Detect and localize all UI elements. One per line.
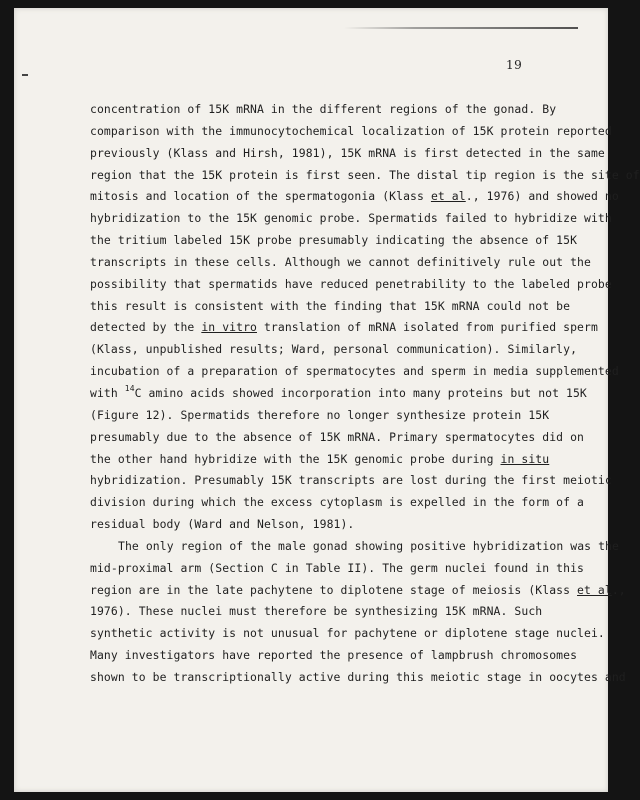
underlined-term: in situ <box>500 451 550 466</box>
text-line: hybridization to the 15K genomic probe. Spermatids failed to hybridize with <box>90 211 612 226</box>
text-line: region are in the late pachytene to diplotene stage of meiosis (Klass et al., <box>90 582 626 597</box>
text-line: detected by the in vitro translation of mRNA isolated from purified sperm <box>90 320 598 335</box>
text-line: (Figure 12). Spermatids therefore no longer synthesize protein 15K <box>90 407 550 422</box>
text-line: region that the 15K protein is first seen. The distal tip region is the site of <box>90 167 640 182</box>
margin-mark <box>22 74 28 76</box>
scan-smudge <box>344 27 578 29</box>
document-page <box>14 8 640 792</box>
text-line: The only region of the male gonad showing positive hybridization was the <box>118 538 619 553</box>
text-line: previously (Klass and Hirsh, 1981), 15K mRNA is first detected in the same <box>90 145 605 160</box>
text-line: the tritium labeled 15K probe presumably indicating the absence of 15K <box>90 233 578 248</box>
text-line: hybridization. Presumably 15K transcripts are lost during the first meiotic <box>90 473 612 488</box>
text-line: concentration of 15K mRNA in the different regions of the gonad. By <box>90 102 557 116</box>
text-line: with $^{14}$C amino acids showed incorporation into many proteins but not 15K <box>90 383 587 400</box>
text-line: comparison with the immunocytochemical localization of 15K protein reported <box>90 123 612 138</box>
text-line: mid-proximal arm (Section C in Table II). The germ nuclei found in this <box>90 560 584 575</box>
underlined-term: et al <box>577 582 612 597</box>
text-line: mitosis and location of the spermatogonia (Klass et al., 1976) and showed no <box>90 189 619 204</box>
page-number: 19 <box>506 58 523 72</box>
superscript: 14 <box>124 383 135 393</box>
text-line: division during which the excess cytoplasm is expelled in the form of a <box>90 495 584 510</box>
text-line: shown to be transcriptionally active during this meiotic stage in oocytes and <box>90 669 626 684</box>
text-line: incubation of a preparation of spermatocytes and sperm in media supplemented <box>90 364 619 379</box>
text-line: this result is consistent with the finding that 15K mRNA could not be <box>90 298 571 313</box>
underlined-term: et al <box>430 189 466 204</box>
text-line: synthetic activity is not unusual for pachytene or diplotene stage nuclei. <box>90 626 605 641</box>
body-text <box>90 99 640 689</box>
text-line: presumably due to the absence of 15K mRNA. Primary spermatocytes did on <box>90 429 584 444</box>
text-line: 1976). These nuclei must therefore be synthesizing 15K mRNA. Such <box>90 604 543 619</box>
text-line: (Klass, unpublished results; Ward, personal communication). Similarly, <box>90 342 578 357</box>
text-line: residual body (Ward and Nelson, 1981). <box>90 517 355 532</box>
underlined-term: in vitro <box>201 320 257 335</box>
text-line: Many investigators have reported the presence of lampbrush chromosomes <box>90 648 578 663</box>
text-line: transcripts in these cells. Although we cannot definitively rule out the <box>90 254 591 269</box>
text-line: possibility that spermatids have reduced penetrability to the labeled probe <box>90 276 612 291</box>
text-line: the other hand hybridize with the 15K genomic probe during in situ <box>90 451 550 466</box>
